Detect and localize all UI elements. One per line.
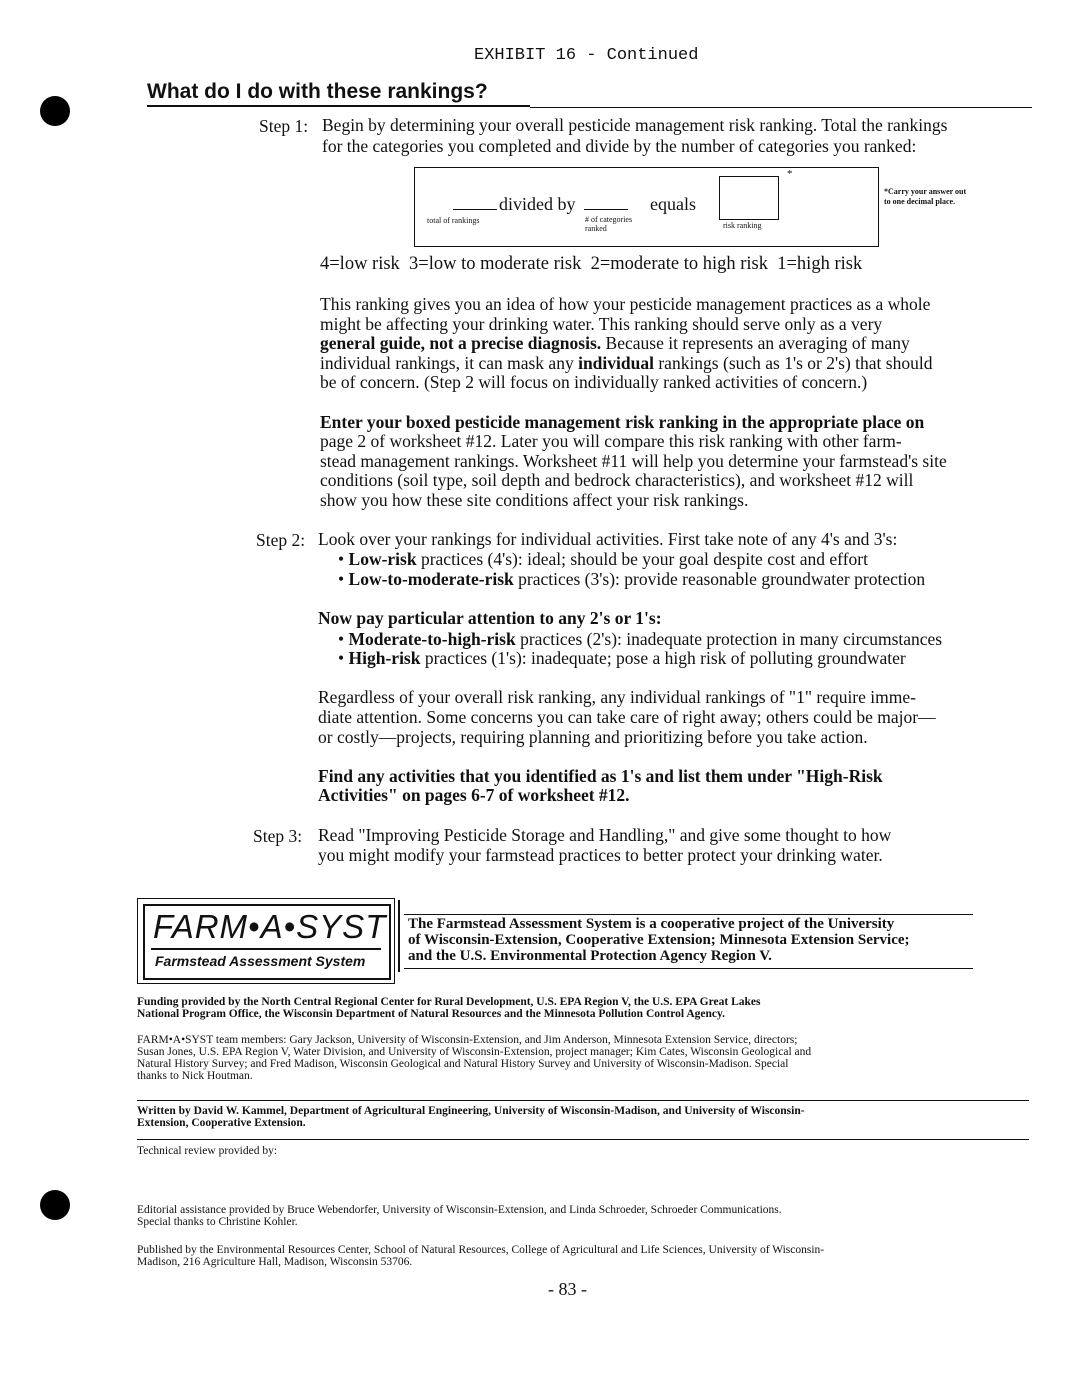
step3-label: Step 3: [253, 826, 303, 846]
coop-text: of Wisconsin-Extension, Cooperative Extension; Minnesota Extension Service; [408, 932, 910, 948]
step1-label: Step 1: [259, 116, 309, 136]
risk-ranking-answer-box[interactable] [719, 176, 779, 220]
exhibit-label: EXHIBIT 16 - Continued [474, 46, 699, 65]
credits-rule-1 [137, 1100, 1029, 1101]
funding-line1: Funding provided by the North Central Regional Center for Rural Development, U.S. EPA Region V, the U.S. EPA Great Lakes [137, 996, 761, 1008]
bold-term: Low-risk [348, 549, 417, 569]
para3-line: Regardless of your overall risk ranking, any individual rankings of "1" require imme- [318, 687, 916, 707]
title-underline [147, 105, 530, 107]
para1-line [320, 354, 932, 374]
risk-calculation-box [414, 167, 879, 247]
logo-inner-frame [143, 904, 391, 980]
written-line1: Written by David W. Kammel, Department of Agricultural Engineering, University of Wisconsin-Madison, and University of Wisconsin- [137, 1105, 805, 1117]
step3-line2: you might modify your farmstead practices to better protect your drinking water. [318, 845, 883, 865]
team-line3: Natural History Survey; and Fred Madison, Wisconsin Geological and Natural History Survey and University of Wisconsin-Madison. Special [137, 1058, 789, 1070]
logo-title: FARM•A•SYST [153, 908, 387, 945]
team-line4: thanks to Nick Houtman. [137, 1070, 253, 1082]
para-text: rankings (such as 1's or 2's) that should [653, 353, 933, 373]
para2-line [320, 413, 924, 433]
para1-line: This ranking gives you an idea of how your pesticide management practices as a whole [320, 294, 931, 314]
punch-hole-top [40, 96, 70, 126]
logo-subtitle: Farmstead Assessment System [155, 953, 366, 969]
para-text: individual rankings, it can mask any [320, 353, 579, 373]
bold-term: High-risk [348, 648, 421, 668]
para2-line: show you how these site conditions affect your risk rankings. [320, 490, 749, 510]
header-rule [530, 107, 1032, 108]
step3-line1: Read "Improving Pesticide Storage and Handling," and give some thought to how [318, 825, 892, 845]
bullet-text: practices (1's): inadequate; pose a high risk of polluting groundwater [420, 648, 906, 668]
calc-divider [875, 167, 877, 246]
coop-line1 [408, 916, 894, 932]
bullet-text: practices (4's): ideal; should be your goal despite cost and effort [416, 549, 868, 569]
step1-line1: Begin by determining your overall pesticide management risk ranking. Total the rankings [322, 115, 948, 135]
team-line2: Susan Jones, U.S. EPA Region V, Water Division, and University of Wisconsin-Extension, project manager; Kim Cates, Wisconsin Geological and [137, 1046, 812, 1058]
editorial-line2: Special thanks to Christine Kohler. [137, 1216, 298, 1228]
bold-phrase: Enter your boxed pesticide management risk ranking in the appropriate place on [320, 412, 925, 432]
bullet-low-moderate-risk: • Low-to-moderate-risk practices (3's): provide reasonable groundwater protection [338, 569, 926, 589]
coop-text: and the U.S. Environmental Protection Agency Region V. [408, 948, 772, 964]
credits-rule-2 [137, 1139, 1029, 1140]
label-risk-ranking: risk ranking [723, 221, 762, 230]
para2-line: stead management rankings. Worksheet #11 will help you determine your farmstead's site [320, 451, 947, 471]
team-line1: FARM•A•SYST team members: Gary Jackson, University of Wisconsin-Extension, and Jim Anderson, Minnesota Extension Service, directors; [137, 1034, 798, 1046]
bullet-low-risk: • Low-risk practices (4's): ideal; should be your goal despite cost and effort [338, 549, 868, 569]
page-title: What do I do with these rankings? [147, 80, 488, 103]
bold-phrase: Activities" on pages 6-7 of worksheet #12. [318, 785, 630, 805]
risk-scale: 4=low risk 3=low to moderate risk 2=moderate to high risk 1=high risk [320, 254, 863, 274]
bold-phrase: general guide, not a precise diagnosis. [320, 333, 602, 353]
coop-text: The Farmstead Assessment System is a cooperative project of the University [408, 916, 895, 932]
bullet-text: practices (2's): inadequate protection in many circumstances [515, 629, 943, 649]
carry-answer-note-1: *Carry your answer out [884, 187, 967, 196]
label-num-categories: # of categories [585, 215, 633, 224]
logo-rule [151, 948, 381, 950]
funding-line2: National Program Office, the Wisconsin Department of Natural Resources and the Minnesota Pollution Control Agency. [137, 1008, 725, 1020]
bullet-text: practices (3's): provide reasonable groundwater protection [513, 569, 926, 589]
written-line2: Extension, Cooperative Extension. [137, 1117, 306, 1129]
divided-by-label: divided by [499, 194, 576, 214]
step1-line2: for the categories you completed and divide by the number of categories you ranked: [322, 136, 917, 156]
para-text: Because it represents an averaging of many [601, 333, 910, 353]
step2-intro2 [318, 609, 662, 629]
para3-line: or costly—projects, requiring planning and prioritizing before you take action. [318, 727, 868, 747]
coop-top-rule [404, 914, 973, 915]
bold-phrase: Now pay particular attention to any 2's or 1's: [318, 608, 662, 628]
published-line1: Published by the Environmental Resources Center, School of Natural Resources, College of Agricultural and Life Sciences, University of Wisconsin- [137, 1244, 825, 1256]
equals-label: equals [650, 194, 696, 214]
para2-line: conditions (soil type, soil depth and bedrock characteristics), and worksheet #12 will [320, 470, 914, 490]
step2-label: Step 2: [256, 530, 306, 550]
categories-blank[interactable] [584, 209, 628, 210]
bold-word: individual [578, 353, 654, 373]
logo-text-divider [398, 900, 400, 972]
technical-review: Technical review provided by: [137, 1145, 278, 1157]
published-line2: Madison, 216 Agriculture Hall, Madison, Wisconsin 53706. [137, 1256, 413, 1268]
step2-intro: Look over your rankings for individual activities. First take note of any 4's and 3's: [318, 529, 898, 549]
label-ranked: ranked [585, 224, 607, 233]
bullet-high-risk: • High-risk practices (1's): inadequate; pose a high risk of polluting groundwater [338, 648, 906, 668]
label-total-of-rankings: total of rankings [427, 216, 480, 225]
para4-line [318, 786, 630, 806]
carry-answer-note-2: to one decimal place. [884, 197, 956, 206]
bold-phrase: Find any activities that you identified as 1's and list them under "High-Risk [318, 766, 883, 786]
para2-line: page 2 of worksheet #12. Later you will compare this risk ranking with other farm- [320, 431, 902, 451]
page-number: - 83 - [548, 1279, 587, 1299]
editorial-line1: Editorial assistance provided by Bruce Webendorfer, University of Wisconsin-Extension, and Linda Schroeder, Schroeder Communications. [137, 1204, 782, 1216]
para4-line [318, 767, 883, 787]
coop-line3 [408, 948, 772, 964]
coop-bottom-rule [404, 968, 973, 969]
para1-line [320, 334, 910, 354]
para1-line: be of concern. (Step 2 will focus on individually ranked activities of concern.) [320, 372, 868, 392]
bold-term: Low-to-moderate-risk [348, 569, 514, 589]
farm-a-syst-logo [137, 898, 395, 984]
bullet-moderate-high-risk: • Moderate-to-high-risk practices (2's): inadequate protection in many circumstances [338, 629, 943, 649]
punch-hole-bottom [40, 1190, 70, 1220]
coop-line2 [408, 932, 910, 948]
para3-line: diate attention. Some concerns you can take care of right away; others could be major— [318, 707, 936, 727]
para1-line: might be affecting your drinking water. This ranking should serve only as a very [320, 314, 883, 334]
asterisk-mark: * [787, 168, 793, 180]
bold-term: Moderate-to-high-risk [348, 629, 516, 649]
total-blank[interactable] [453, 209, 497, 210]
